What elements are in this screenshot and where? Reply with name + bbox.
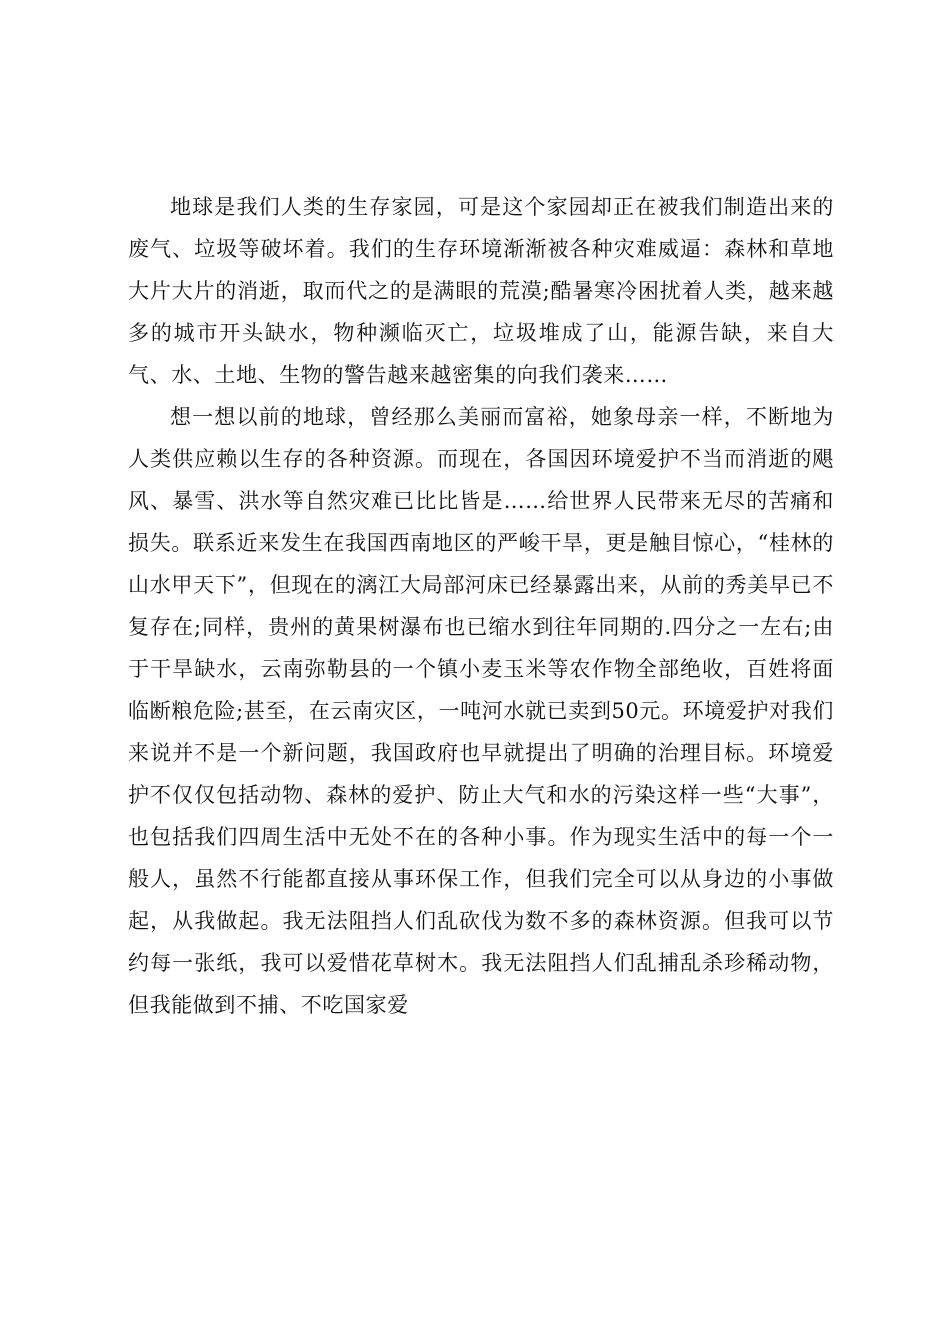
document-body: [128, 186, 834, 1026]
paragraph-1: 地球是我们人类的生存家园，可是这个家园却正在被我们制造出来的废气、垃圾等破坏着。我们的生存环境渐渐被各种灾难威逼：森林和草地大片大片的消逝，取而代之的是满眼的荒漠;酷暑寒冷困扰着人类，越来越多的城市开头缺水，物种濒临灭亡，垃圾堆成了山，能源告缺，来自大气、水、土地、生物的警告越来越密集的向我们袭来……: [128, 195, 834, 387]
paragraph-2: 想一想以前的地球，曾经那么美丽而富裕，她象母亲一样，不断地为人类供应赖以生存的各种资源。而现在，各国因环境爱护不当而消逝的飓风、暴雪、洪水等自然灾难已比比皆是……给世界人民带来无尽的苦痛和损失。联系近来发生在我国西南地区的严峻干旱，更是触目惊心，“桂林的山水甲天下”，但现在的漓江大局部河床已经暴露出来，从前的秀美早已不复存在;同样，贵州的黄果树瀑布也已缩水到往年同期的.四分之一左右;由于干旱缺水，云南弥勒县的一个镇小麦玉米等农作物全部绝收，百姓将面临断粮危险;甚至，在云南灾区，一吨河水就已卖到50元。环境爱护对我们来说并不是一个新问题，我国政府也早就提出了明确的治理目标。环境爱护不仅仅包括动物、森林的爱护、防止大气和水的污染这样一些“大事”，也包括我们四周生活中无处不在的各种小事。作为现实生活中的每一个一般人，虽然不行能都直接从事环保工作，但我们完全可以从身边的小事做起，从我做起。我无法阻挡人们乱砍伐为数不多的森林资源。但我可以节约每一张纸，我可以爱惜花草树木。我无法阻挡人们乱捕乱杀珍稀动物，但我能做到不捕、不吃国家爱: [128, 405, 834, 1017]
